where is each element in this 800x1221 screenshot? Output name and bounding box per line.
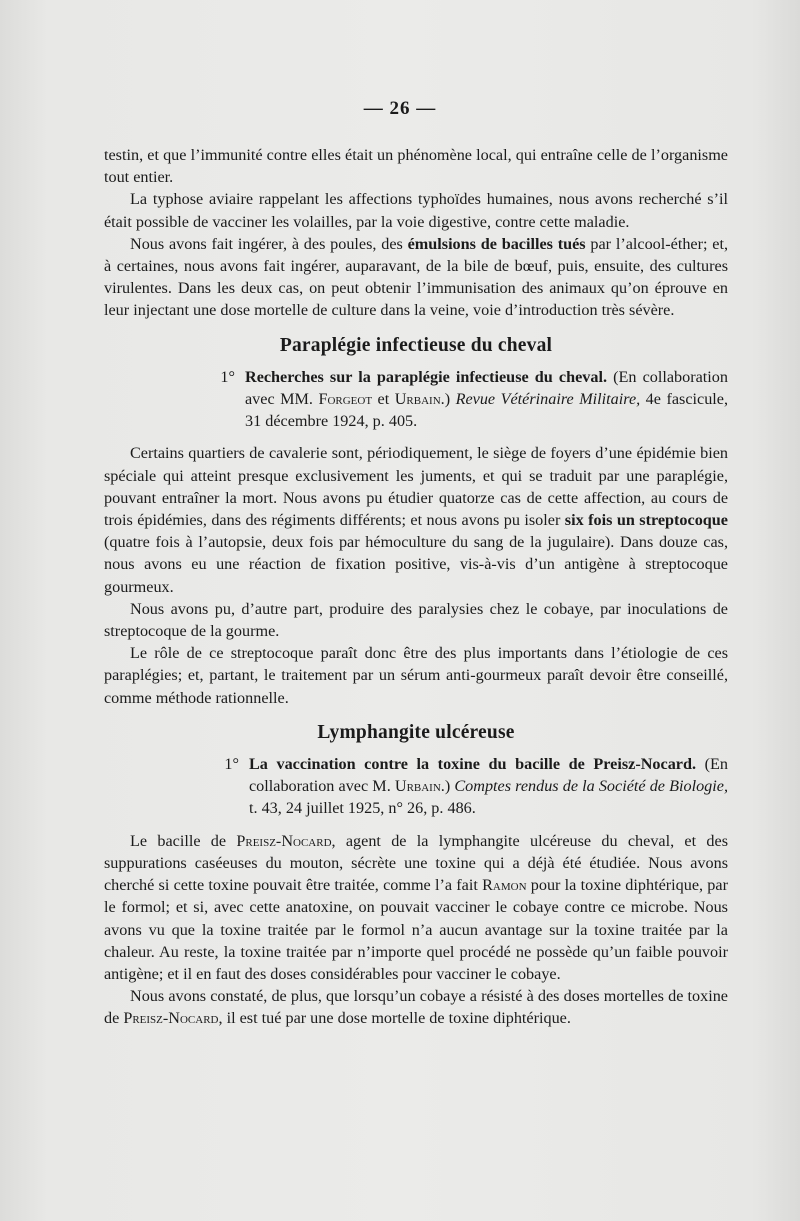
text-run: par l’alcool-éther; et, à certaines, nous avons fait ingérer, auparavant, de la bile de bœuf, puis, ensuite, des cultures virulentes. Dans les deux cas, on peut obtenir l’immunisation des animaux qu’on éprouve en leur injectant une dose mortelle de culture dans la veine, voie d’introduction très sévère.: [104, 234, 729, 320]
section-heading-lymphangite: Lymphangite ulcéreuse: [317, 721, 515, 743]
intro-paragraph-3: [104, 233, 728, 322]
author-name: Forgeot: [318, 390, 373, 409]
reference-text: [249, 753, 728, 820]
text-run: pour la toxine diphtérique, par le formol; et si, avec cette anatoxine, on pouvait vacciner le cobaye contre ce microbe. Nous avons vu que la toxine traitée par le formol n’a aucun avantage sur la toxine traitée par la chaleur. Au reste, la toxine traitée par n’importe quel procédé ne possède qu’un faible pouvoir antigène; et il en faut des doses considérables pour vacciner le cobaye.: [104, 876, 728, 983]
intro-paragraph-1: testin, et que l’immunité contre elles était un phénomène local, qui entraîne celle de l’organisme tout entier.: [104, 146, 728, 187]
text-run: Nous avons constaté, de plus, que lorsqu’un cobaye a résisté à des doses mortelles de toxine de: [104, 987, 728, 1028]
journal-name: Comptes rendus de la Société de Biologie,: [454, 777, 728, 796]
text-run: , il est tué par une dose mortelle de toxine diphtérique.: [218, 1009, 571, 1028]
text-run: Nous avons fait ingérer, à des poules, des: [130, 234, 408, 253]
reference-text: [245, 366, 728, 433]
text-run: (En collaboration avec M.: [249, 755, 728, 796]
text-run: , agent de la lymphangite ulcéreuse du cheval, et des suppurations caséeuses du mouton, sécrète une toxine qui a déjà été étudiée. Nous avons cherché si cette toxine pouvait être traitée, comme l’a fait: [104, 831, 728, 895]
proper-name: Preisz-Nocard: [236, 831, 332, 850]
reference-title: La vaccination contre la toxine du bacille de Preisz-Nocard.: [249, 755, 697, 774]
proper-name: Preisz-Nocard: [123, 1009, 219, 1028]
section1-paragraph-3: Le rôle de ce streptocoque paraît donc être des plus importants dans l’étiologie de ces paraplégies; et, partant, le traitement par un sérum anti-gourmeux paraît devoir être conseillé, comme méthode rationnelle.: [104, 644, 728, 707]
section1-paragraph-1: [104, 442, 728, 597]
text-run: (En collaboration avec MM.: [245, 367, 728, 409]
section2-paragraph-1: [104, 830, 728, 985]
reference-details: 4e fascicule, 31 décembre 1924, p. 405.: [245, 390, 729, 431]
proper-name: Ramon: [482, 876, 527, 895]
section-heading-paraplegie: Paraplégie infectieuse du cheval: [279, 334, 553, 356]
text-run: (quatre fois à l’autopsie, deux fois par hémoculture du sang de la jugulaire). Dans douze cas, nous avons eu une réaction de fixation positive, vis-à-vis d’un antigène à streptocoque gourmeux.: [104, 533, 728, 596]
text-run: et: [372, 390, 395, 409]
author-name: Urbain: [394, 390, 441, 409]
text-run: Certains quartiers de cavalerie sont, périodiquement, le siège de foyers d’une épidémie bien spéciale qui atteint presque exclusivement les juments, et qui se traduit par une paraplégie, pouvant entraîner la mort. Nous avons pu étudier quatorze cas de cette affection, au cours de trois épidémies, dans des régiments différents; et nous avons pu isoler: [104, 444, 728, 530]
reference-entry: [104, 753, 728, 820]
section2-paragraph-2: [104, 985, 728, 1029]
text-run: Le bacille de: [130, 831, 237, 850]
text-run: .): [440, 777, 455, 796]
reference-entry: [104, 366, 728, 433]
emphasis-text: six fois un streptocoque: [564, 511, 728, 530]
reference-details: t. 43, 24 juillet 1925, n° 26, p. 486.: [249, 799, 476, 818]
reference-number: 1°: [220, 367, 235, 386]
emphasis-text: émulsions de bacilles tués: [407, 234, 586, 253]
page-body: [104, 144, 728, 1030]
page-number: — 26 —: [363, 98, 437, 119]
author-name: Urbain: [394, 777, 441, 796]
intro-paragraph-2: La typhose aviaire rappelant les affections typhoïdes humaines, nous avons recherché s’il était possible de vacciner les volailles, par la voie digestive, contre cette maladie.: [104, 190, 728, 231]
text-run: .): [440, 390, 456, 409]
reference-number: 1°: [224, 755, 239, 774]
journal-name: Revue Vétérinaire Militaire,: [455, 390, 641, 409]
reference-title: Recherches sur la paraplégie infectieuse du cheval.: [245, 367, 607, 386]
section1-paragraph-2: Nous avons pu, d’autre part, produire des paralysies chez le cobaye, par inoculations de streptocoque de la gourme.: [104, 599, 728, 641]
